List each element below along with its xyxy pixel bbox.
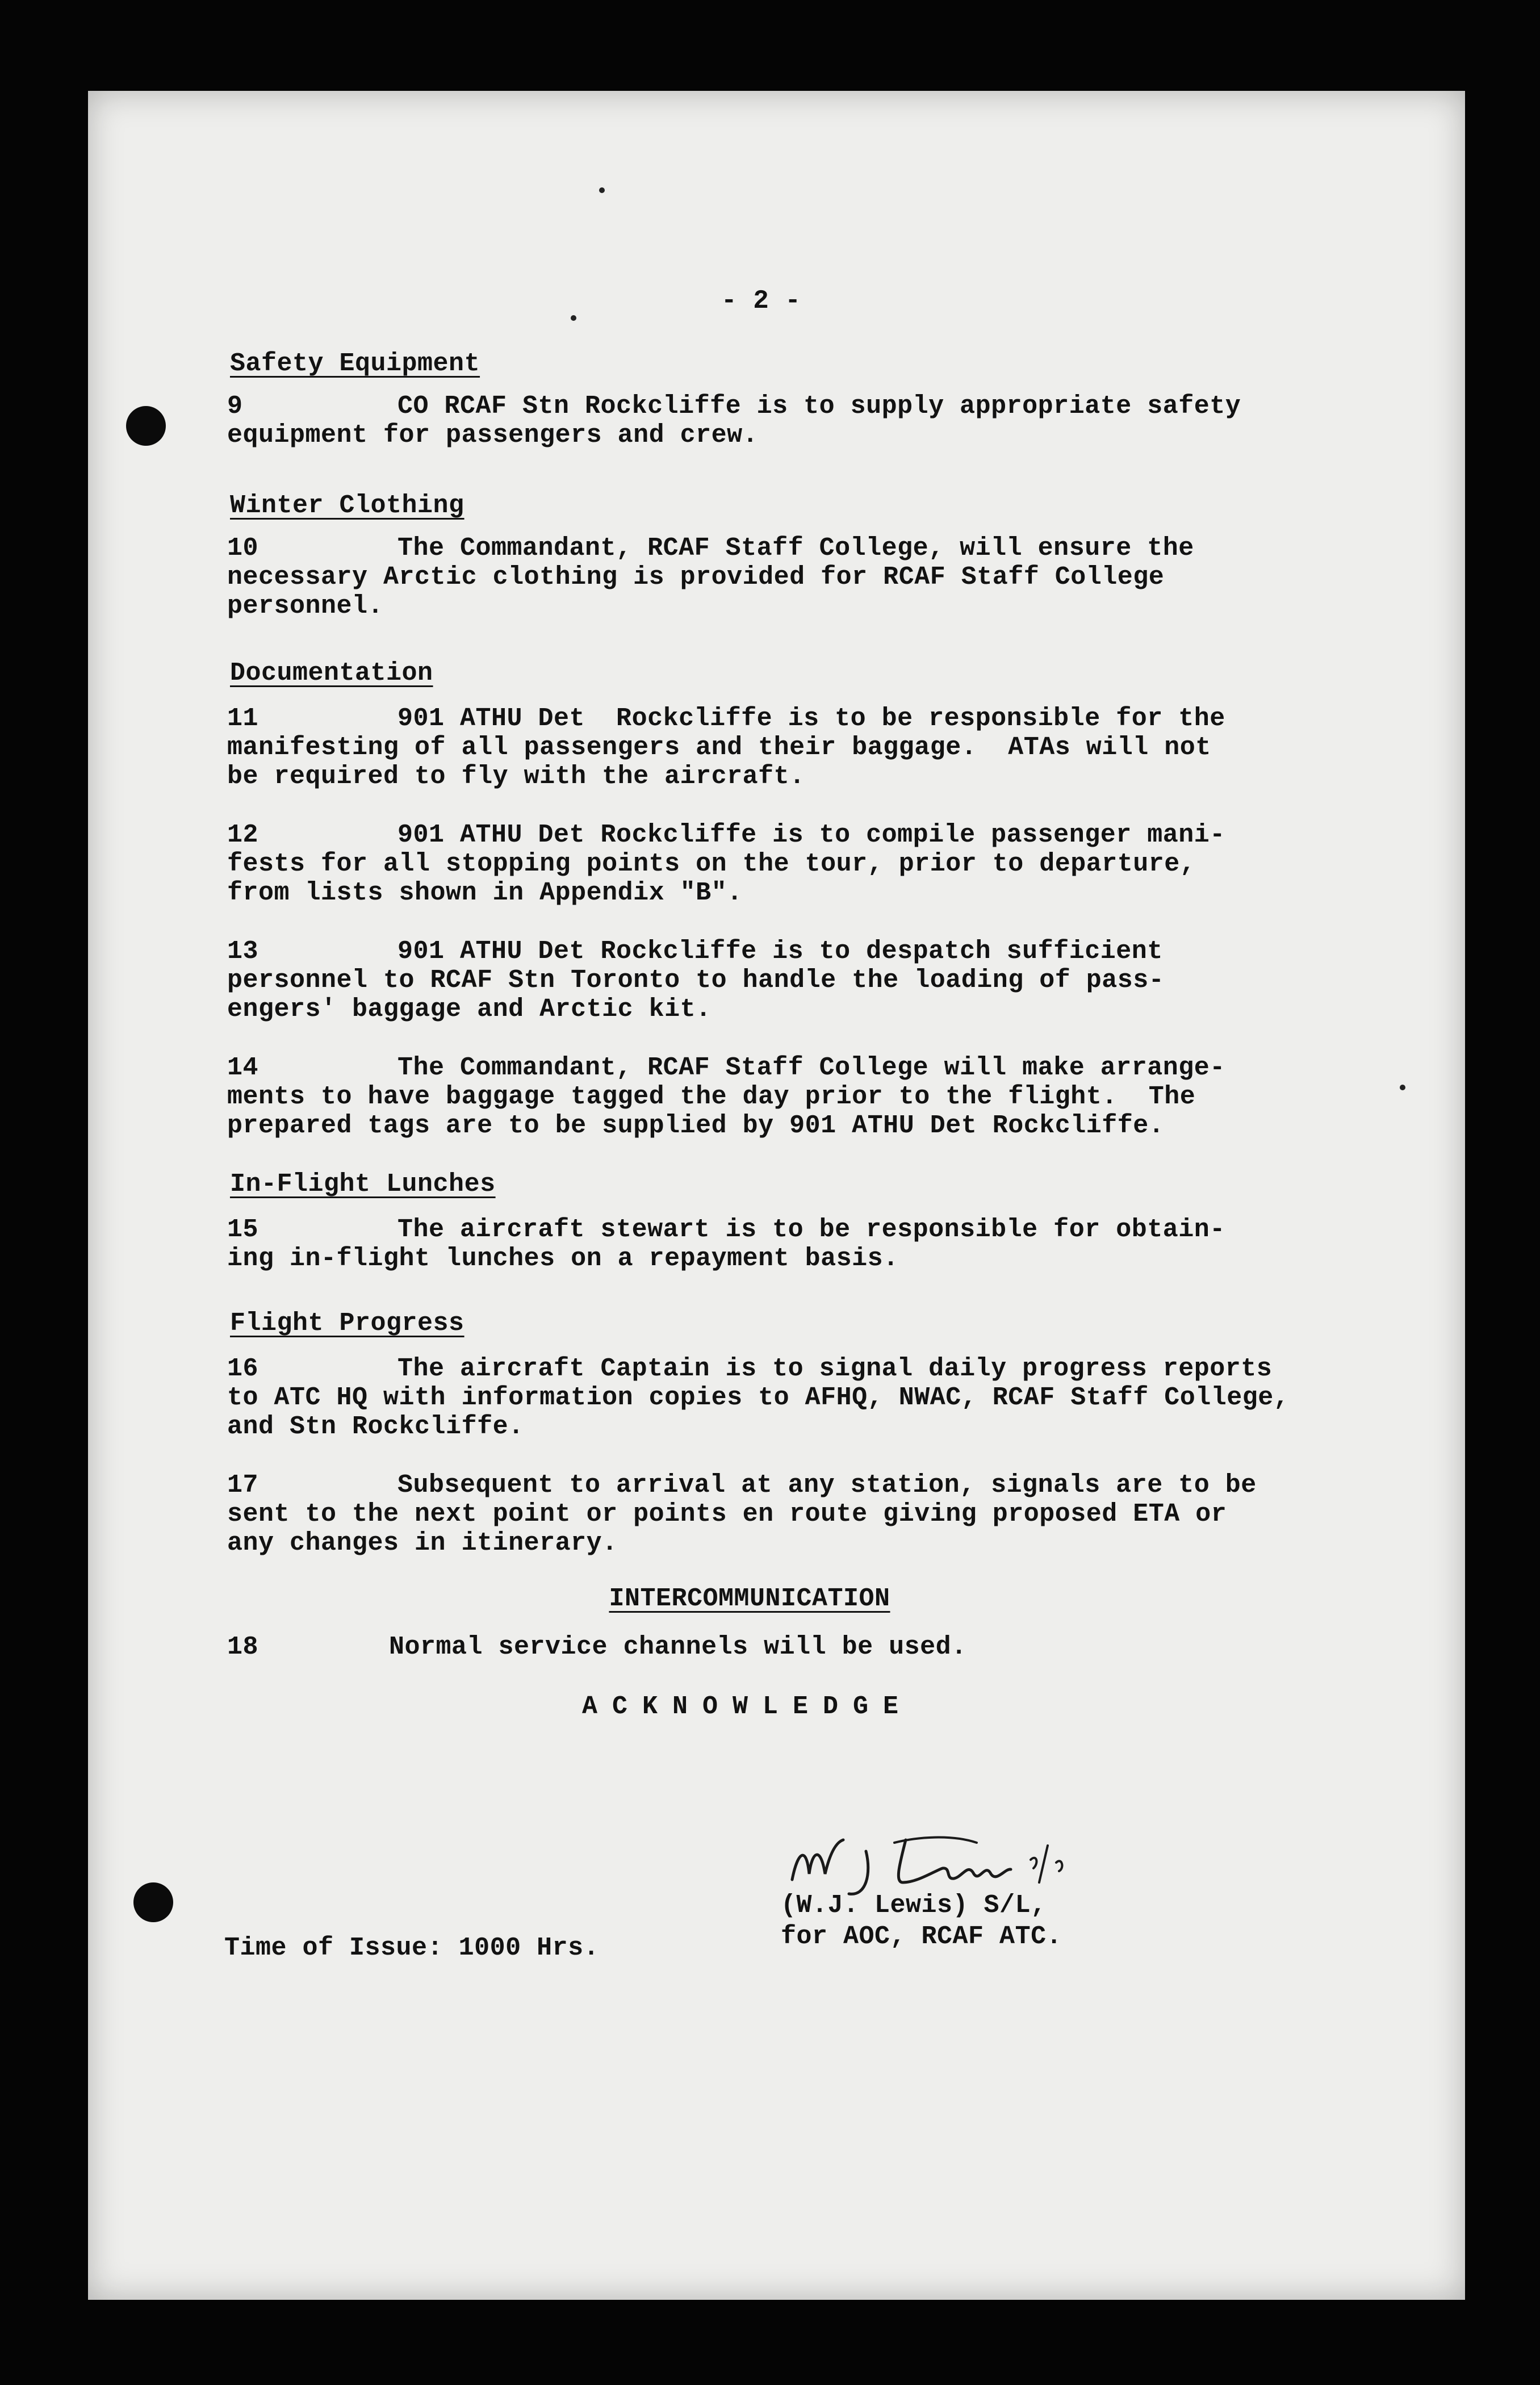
paragraph-line: and Stn Rockcliffe. (227, 1412, 524, 1441)
paragraph-line: 901 ATHU Det Rockcliffe is to despatch sufficient (397, 937, 1163, 966)
paragraph-17 (227, 1471, 1391, 1558)
paragraph-number: 16 (227, 1354, 259, 1383)
paragraph-line: CO RCAF Stn Rockcliffe is to supply appropriate safety (397, 392, 1241, 421)
paragraph-11 (227, 704, 1391, 791)
paragraph-line: to ATC HQ with information copies to AFHQ, NWAC, RCAF Staff College, (227, 1383, 1290, 1412)
paragraph-14 (227, 1053, 1391, 1140)
paragraph-line: The Commandant, RCAF Staff College will make arrange- (397, 1053, 1225, 1082)
document-body (88, 91, 1465, 2300)
paragraph-line: from lists shown in Appendix "B". (227, 878, 743, 907)
paragraph-18 (227, 1633, 1391, 1662)
section-heading-documentation: Documentation (230, 659, 433, 688)
signature-block (781, 1828, 1178, 1988)
paragraph-line: Subsequent to arrival at any station, signals are to be (397, 1471, 1257, 1500)
signatory-authority: for AOC, RCAF ATC. (781, 1922, 1062, 1951)
paragraph-number: 14 (227, 1053, 259, 1082)
paragraph-13 (227, 937, 1391, 1024)
paragraph-9 (227, 392, 1391, 450)
paragraph-line: fests for all stopping points on the tour, prior to departure, (227, 850, 1196, 878)
paragraph-line: ments to have baggage tagged the day prior to the flight. The (227, 1082, 1196, 1111)
paragraph-number: 17 (227, 1471, 259, 1500)
paragraph-number: 12 (227, 821, 259, 850)
paragraph-number: 11 (227, 704, 259, 733)
paragraph-number: 10 (227, 534, 259, 563)
paragraph-line: The aircraft Captain is to signal daily progress reports (397, 1354, 1273, 1383)
paragraph-15 (227, 1215, 1391, 1273)
section-heading-in-flight-lunches: In-Flight Lunches (230, 1170, 496, 1199)
paragraph-line: ing in-flight lunches on a repayment basis. (227, 1244, 899, 1273)
paragraph-line: necessary Arctic clothing is provided for RCAF Staff College (227, 563, 1165, 592)
section-heading-safety-equipment: Safety Equipment (230, 349, 480, 378)
page-number: - 2 - (721, 286, 801, 316)
paragraph-line: 901 ATHU Det Rockcliffe is to be responsible for the (397, 704, 1225, 733)
paragraph-line: prepared tags are to be supplied by 901 ATHU Det Rockcliffe. (227, 1111, 1165, 1140)
paragraph-12 (227, 821, 1391, 907)
paragraph-line: Normal service channels will be used. (389, 1633, 967, 1662)
time-of-issue: Time of Issue: 1000 Hrs. (224, 1934, 600, 1963)
paragraph-line: manifesting of all passengers and their baggage. ATAs will not (227, 733, 1211, 762)
paragraph-line: 901 ATHU Det Rockcliffe is to compile passenger mani- (397, 821, 1225, 850)
paragraph-line: personnel. (227, 592, 384, 621)
paragraph-line: be required to fly with the aircraft. (227, 762, 805, 791)
paragraph-line: sent to the next point or points en route giving proposed ETA or (227, 1500, 1227, 1529)
paragraph-number: 15 (227, 1215, 259, 1244)
paragraph-line: equipment for passengers and crew. (227, 421, 759, 450)
acknowledge-line: ACKNOWLEDGE (582, 1692, 914, 1721)
paragraph-number: 9 (227, 392, 243, 421)
paragraph-line: The Commandant, RCAF Staff College, will ensure the (397, 534, 1194, 563)
section-heading-flight-progress: Flight Progress (230, 1309, 464, 1338)
paragraph-number: 13 (227, 937, 259, 966)
paragraph-line: The aircraft stewart is to be responsible for obtain- (397, 1215, 1225, 1244)
paragraph-10 (227, 534, 1391, 621)
section-heading-winter-clothing: Winter Clothing (230, 491, 464, 520)
paragraph-number: 18 (227, 1633, 259, 1662)
paragraph-16 (227, 1354, 1391, 1441)
paragraph-line: any changes in itinerary. (227, 1529, 618, 1558)
document-page (88, 91, 1465, 2300)
section-heading-intercommunication: INTERCOMMUNICATION (609, 1584, 890, 1613)
paragraph-line: personnel to RCAF Stn Toronto to handle the loading of pass- (227, 966, 1165, 995)
signatory-name: (W.J. Lewis) S/L, (781, 1891, 1047, 1920)
paragraph-line: engers' baggage and Arctic kit. (227, 995, 712, 1024)
